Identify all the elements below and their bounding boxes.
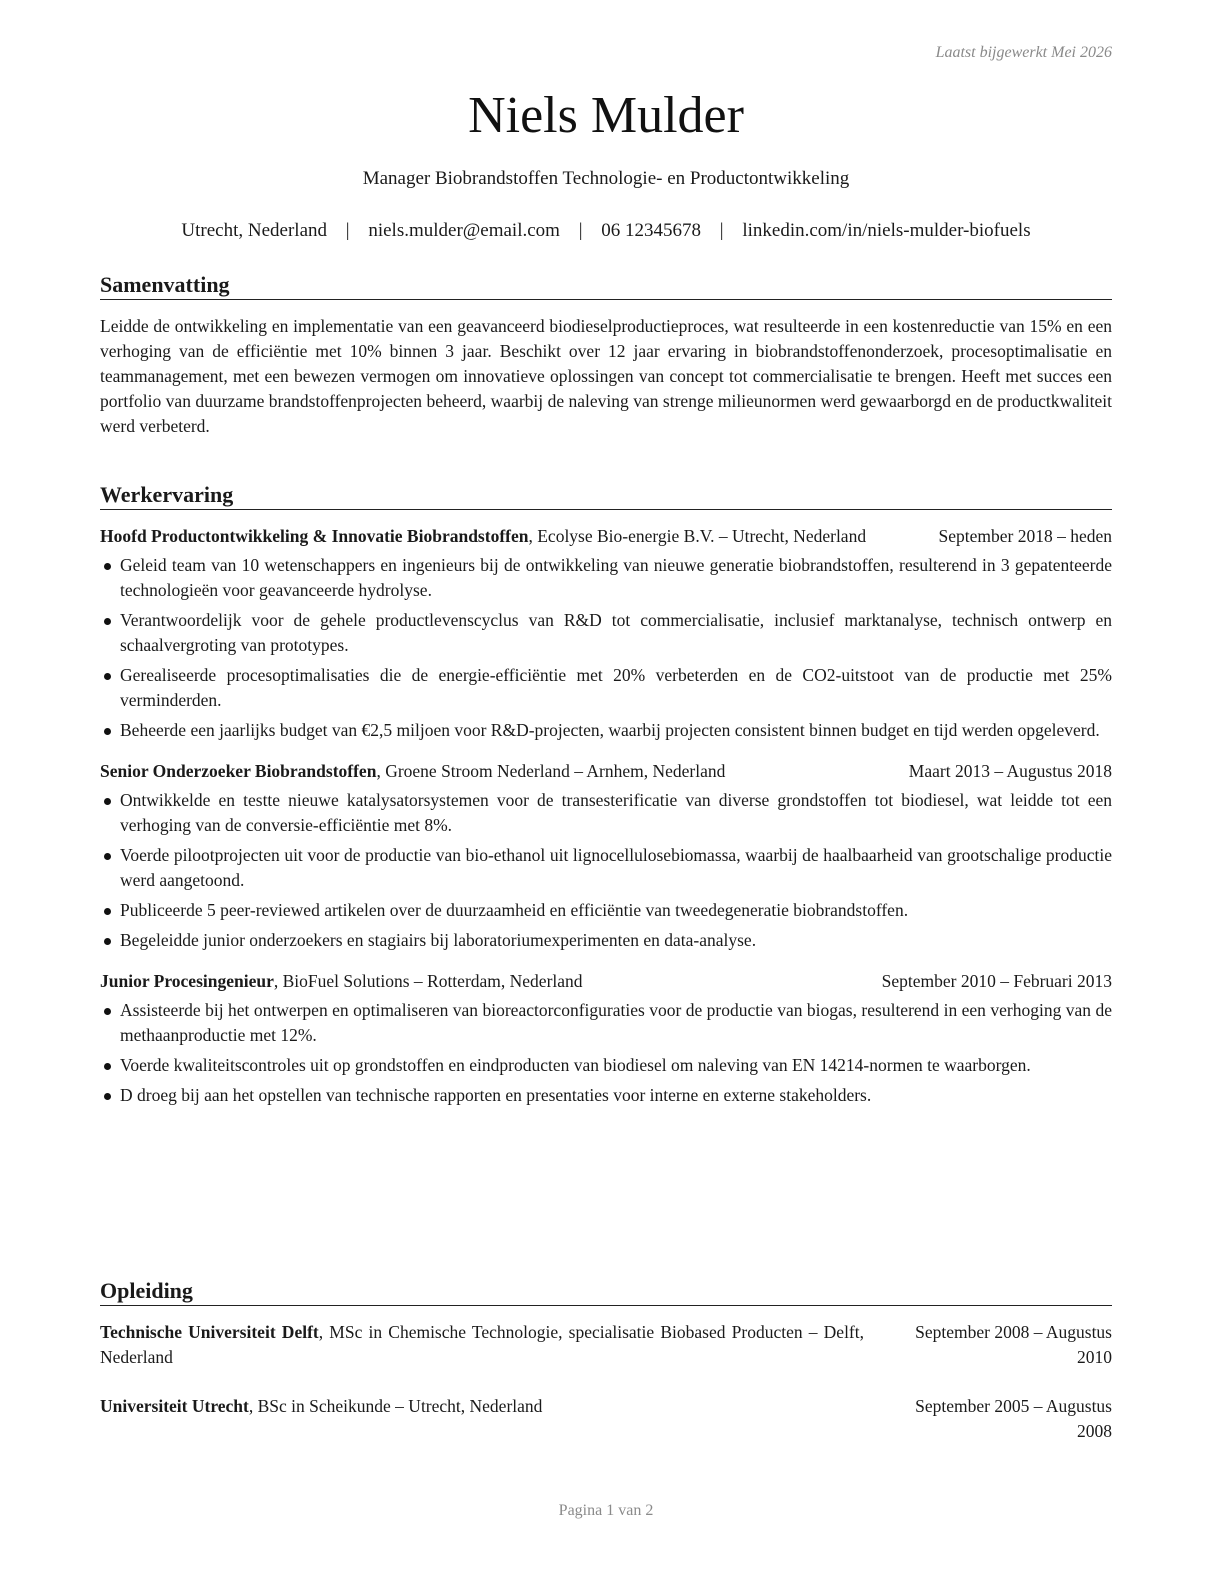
page-number: Pagina 1 van 2 — [558, 1502, 654, 1519]
job-bullet: Ontwikkelde en testte nieuwe katalysatorsystemen voor de transesterificatie van diverse grondstoffen tot biodiesel, wat leidde tot een verhoging van de conversie-efficiëntie met 8%. — [100, 788, 1112, 838]
job-org: , BioFuel Solutions – Rotterdam, Nederland — [273, 971, 583, 991]
contact-location: Utrecht, Nederland — [181, 220, 328, 241]
job-role: Junior Procesingenieur — [100, 971, 274, 991]
job-org: , Groene Stroom Nederland – Arnhem, Nederland — [376, 761, 726, 781]
job-bullets — [100, 998, 1112, 1108]
section-title-education: Opleiding — [100, 1278, 1112, 1306]
education-entry — [100, 1394, 1112, 1444]
contact-separator: | — [719, 220, 724, 241]
job-bullet: Gerealiseerde procesoptimalisaties die de energie-efficiëntie met 20% verbeterden en de CO2-uitstoot van de productie met 25% verminderden. — [100, 663, 1112, 713]
job-bullet: Voerde pilootprojecten uit voor de productie van bio-ethanol uit lignocellulosebiomassa, waarbij de haalbaarheid van grootschalige productie werd aangetoond. — [100, 843, 1112, 893]
job-bullet: Begeleidde junior onderzoekers en stagiairs bij laboratoriumexperimenten en data-analyse. — [100, 928, 1112, 953]
education-section — [100, 1278, 1112, 1444]
job-bullets — [100, 553, 1112, 743]
job-bullet: Publiceerde 5 peer-reviewed artikelen over de duurzaamheid en efficiëntie van tweedegeneratie biobrandstoffen. — [100, 898, 1112, 923]
contact-separator: | — [578, 220, 583, 241]
education-dates: September 2005 – Augustus 2008 — [915, 1396, 1112, 1441]
contact-linkedin[interactable]: linkedin.com/in/niels-mulder-biofuels — [742, 220, 1031, 241]
candidate-name: Niels Mulder — [468, 87, 744, 144]
job-role: Hoofd Productontwikkeling & Innovatie Biobrandstoffen — [100, 526, 529, 546]
education-school: Technische Universiteit Delft — [100, 1322, 319, 1342]
contact-phone: 06 12345678 — [601, 220, 702, 241]
education-entry — [100, 1320, 1112, 1370]
job-bullet: Verantwoordelijk voor de gehele productlevenscyclus van R&D tot commercialisatie, inclusief marktanalyse, technisch ontwerp en schaalvergroting van prototypes. — [100, 608, 1112, 658]
headline: Manager Biobrandstoffen Technologie- en Productontwikkeling — [362, 168, 850, 189]
summary-section — [100, 272, 1112, 439]
summary-text: Leidde de ontwikkeling en implementatie van een geavanceerd biodieselproductieproces, wat resulteerde in een kostenreductie van 15% en een verhoging van de efficiëntie met 10% binnen 3 jaar. Beschikt over 12 jaar ervaring in biobrandstoffenonderzoek, procesoptimalisatie en teammanagement, met een bewezen vermogen om innovatieve oplossingen van concept tot commercialisatie te brengen. Heeft met succes een portfolio van duurzame brandstoffenprojecten beheerd, waarbij de naleving van strenge milieunormen werd gewaarborgd en de productkwaliteit werd verbeterd. — [100, 316, 1112, 436]
last-updated: Laatst bijgewerkt Mei 2026 — [935, 44, 1112, 61]
contact-separator: | — [345, 220, 350, 241]
job-dates: Maart 2013 – Augustus 2018 — [908, 761, 1112, 781]
education-school: Universiteit Utrecht — [100, 1396, 249, 1416]
job-role: Senior Onderzoeker Biobrandstoffen — [100, 761, 377, 781]
experience-section — [100, 482, 1112, 1113]
education-detail: , BSc in Scheikunde – Utrecht, Nederland — [248, 1396, 543, 1416]
job-bullet: Geleid team van 10 wetenschappers en ingenieurs bij de ontwikkeling van nieuwe generatie biobrandstoffen, resulterend in 3 gepatenteerde technologieën voor geavanceerde hydrolyse. — [100, 553, 1112, 603]
job-entry — [100, 524, 1112, 743]
job-dates: September 2010 – Februari 2013 — [881, 971, 1112, 991]
education-detail: , MSc in Chemische Technologie, specialisatie Biobased Producten – Delft, Nederland — [100, 1322, 864, 1367]
section-title-summary: Samenvatting — [100, 272, 1112, 300]
job-entry — [100, 969, 1112, 1108]
contact-line — [100, 220, 1112, 242]
job-org: , Ecolyse Bio-energie B.V. – Utrecht, Nederland — [528, 526, 867, 546]
job-bullets — [100, 788, 1112, 953]
job-bullet: Beheerde een jaarlijks budget van €2,5 miljoen voor R&D-projecten, waarbij projecten consistent binnen budget en tijd werden opgeleverd. — [100, 718, 1112, 743]
job-bullet: Voerde kwaliteitscontroles uit op grondstoffen en eindproducten van biodiesel om naleving van EN 14214-normen te waarborgen. — [100, 1053, 1112, 1078]
resume-page — [100, 0, 1112, 1584]
section-title-experience: Werkervaring — [100, 482, 1112, 510]
job-dates: September 2018 – heden — [938, 526, 1112, 546]
contact-email[interactable]: niels.mulder@email.com — [368, 220, 560, 241]
job-bullet: Assisteerde bij het ontwerpen en optimaliseren van bioreactorconfiguraties voor de productie van biogas, resulterend in een verhoging van de methaanproductie met 12%. — [100, 998, 1112, 1048]
education-dates: September 2008 – Augustus 2010 — [915, 1322, 1112, 1367]
job-entry — [100, 759, 1112, 953]
job-bullet: D droeg bij aan het opstellen van technische rapporten en presentaties voor interne en externe stakeholders. — [100, 1083, 1112, 1108]
